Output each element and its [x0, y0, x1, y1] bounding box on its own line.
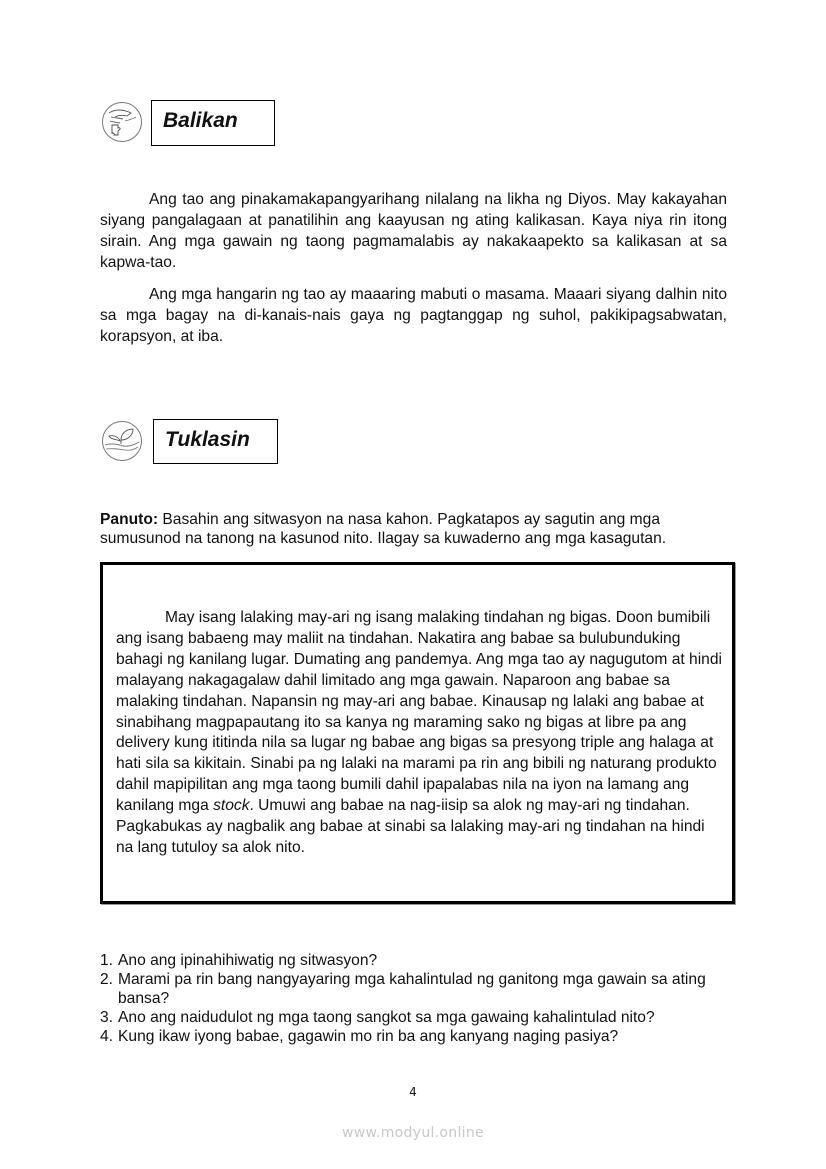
page-number: 4	[409, 1085, 417, 1099]
section-title-box	[151, 100, 275, 146]
section-title: Tuklasin	[165, 428, 250, 451]
question-number: 2.	[100, 971, 114, 988]
question-item	[100, 1008, 740, 1027]
hand-plant-icon	[101, 420, 143, 462]
question-number: 3.	[100, 1009, 114, 1026]
question-number: 1.	[100, 952, 114, 969]
situation-text	[116, 608, 726, 859]
balikan-paragraph-1: Ang tao ang pinakamakapangyarihang nilalang na likha ng Diyos. May kakayahan siyang pangalagaan at panatilihin ang kaayusan ng ating kalikasan. Kaya niya rin itong sirain. Ang mga gawain ng taong pagmamalabis ay nakakaapekto sa kalikasan at sa kapwa-tao.	[100, 191, 727, 271]
question-text: Marami pa rin bang nangyayaring mga kahalintulad ng ganitong mga gawain sa ating bansa?	[118, 971, 706, 1007]
situation-text-part: May isang lalaking may-ari ng isang malaking tindahan ng bigas. Doon bumibili ang isang babaeng may maliit na tindahan. Nakatira ang babae sa bulubunduking bahagi ng kanilang lugar. Dumating ang pandemya. Ang mga tao ay nagugutom at hindi malayang nakagagalaw dahil limitado ang mga gawain. Naparoon ang babae sa malaking tindahan. Napansin ng may-ari ang babae. Kinausap ng lalaki ang babae at sinabihang magpapautang ito sa kanya ng maraming sako ng bigas at libre pa ang delivery kung ititinda nila sa lugar ng babae ang bigas sa presyong triple ang halaga at hati sila sa kikitain. Sinabi pa ng lalaki na marami pa rin ang bibili ng naturang produkto dahil mapipilitan ang mga taong bumili dahil ipapalabas nila na iyon na lamang ang kanilang mga	[116, 609, 722, 815]
section-title-box	[153, 419, 278, 464]
situation-italic-word: stock	[213, 797, 250, 815]
question-item	[100, 970, 740, 1008]
section-title: Balikan	[163, 109, 238, 132]
situation-box	[100, 562, 735, 904]
question-text: Kung ikaw iyong babae, gagawin mo rin ba ang kanyang naging pasiya?	[118, 1028, 619, 1045]
instructions	[100, 510, 740, 548]
instructions-label: Panuto:	[100, 511, 159, 528]
question-number: 4.	[100, 1028, 114, 1045]
instructions-text: Basahin ang sitwasyon na nasa kahon. Pagkatapos ay sagutin ang mga sumusunod na tanong na kasunod nito. Ilagay sa kuwaderno ang mga kasagutan.	[100, 511, 667, 547]
question-item	[100, 1027, 740, 1046]
question-list	[100, 951, 740, 1046]
watermark: www.modyul.online	[342, 1125, 484, 1141]
question-item	[100, 951, 740, 970]
situation-text-part: . Umuwi ang babae na nag-iisip sa alok ng may-ari ng tindahan. Pagkabukas ay nagbalik ang babae at sinabi sa lalaking may-ari ng tindahan na hindi na lang tutuloy sa alok nito.	[116, 797, 705, 856]
question-text: Ano ang naidudulot ng mga taong sangkot sa mga gawaing kahalintulad nito?	[118, 1009, 655, 1026]
hand-puzzle-icon	[101, 101, 143, 143]
balikan-paragraph-2: Ang mga hangarin ng tao ay maaaring mabuti o masama. Maaari siyang dalhin nito sa mga bagay na di-kanais-nais gaya ng pagtanggap ng suhol, pakikipagsabwatan, korapsyon, at iba.	[100, 286, 727, 345]
question-text: Ano ang ipinahihiwatig ng sitwasyon?	[118, 952, 378, 969]
